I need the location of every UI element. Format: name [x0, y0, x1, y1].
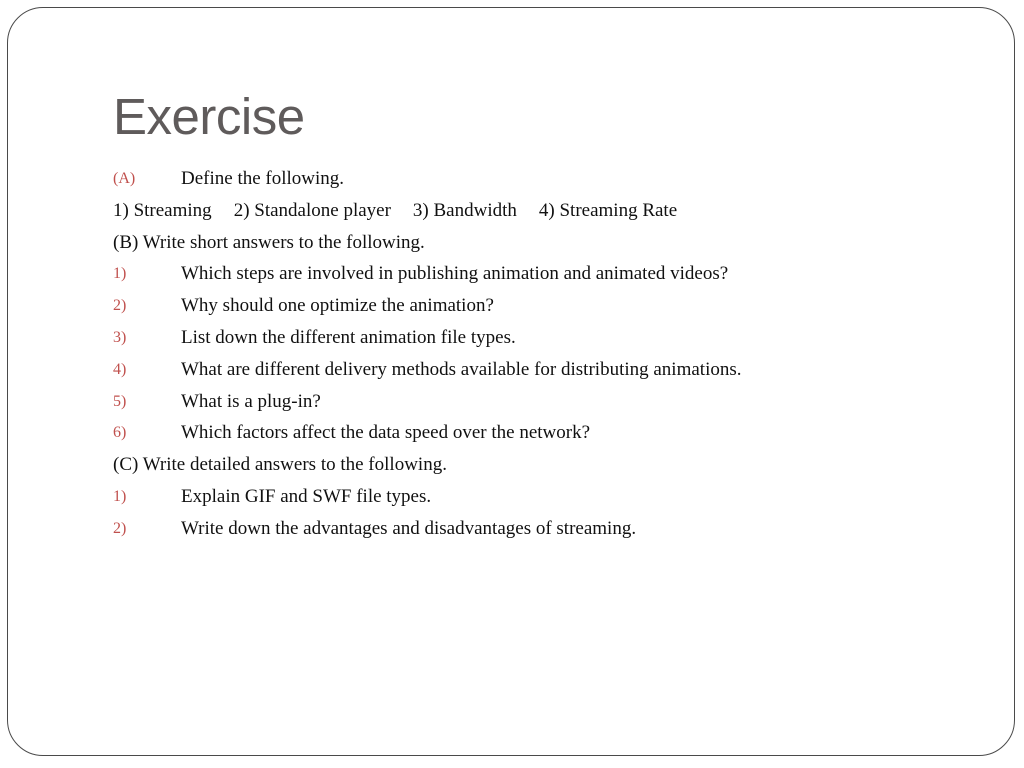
item-text: Write down the advantages and disadvantages of streaming. — [181, 517, 637, 539]
item-text: Which factors affect the data speed over the network? — [181, 422, 591, 444]
item-number: 3) — [113, 328, 127, 346]
item-text: Explain GIF and SWF file types. — [181, 485, 432, 507]
list-item — [113, 417, 933, 449]
item-text: What is a plug-in? — [181, 390, 321, 412]
item-number: 5) — [113, 392, 127, 410]
item-text: List down the different animation file types. — [181, 326, 516, 348]
term-streaming: 1) Streaming — [113, 199, 212, 221]
section-a-heading: Define the following. — [181, 168, 345, 189]
term-standalone-player: 2) Standalone player — [233, 199, 391, 221]
item-text: What are different delivery methods available for distributing animations. — [181, 358, 742, 380]
item-text: Which steps are involved in publishing animation and animated videos? — [181, 263, 729, 285]
section-a-terms — [113, 195, 677, 227]
section-c-heading-row — [113, 449, 933, 481]
item-number: 2) — [113, 519, 127, 537]
section-a-marker: (A) — [113, 170, 136, 187]
section-a-heading-row — [113, 163, 933, 195]
list-item — [113, 513, 933, 545]
section-a-terms-row — [113, 195, 933, 227]
list-item — [113, 290, 933, 322]
section-b-heading-row — [113, 227, 933, 259]
item-text: Why should one optimize the animation? — [181, 295, 494, 317]
item-number: 2) — [113, 297, 127, 315]
term-bandwidth: 3) Bandwidth — [412, 199, 517, 221]
section-c-heading: (C) Write detailed answers to the following. — [113, 454, 447, 476]
list-item — [113, 258, 933, 290]
list-item — [113, 386, 933, 418]
item-number: 4) — [113, 360, 127, 378]
item-number: 1) — [113, 487, 127, 505]
term-streaming-rate: 4) Streaming Rate — [538, 199, 678, 221]
section-b-heading: (B) Write short answers to the following. — [113, 231, 425, 253]
item-number: 6) — [113, 424, 127, 442]
list-item — [113, 481, 933, 513]
list-item — [113, 354, 933, 386]
list-item — [113, 322, 933, 354]
slide-body — [113, 163, 933, 545]
slide-title: Exercise — [113, 88, 305, 145]
item-number: 1) — [113, 265, 127, 283]
